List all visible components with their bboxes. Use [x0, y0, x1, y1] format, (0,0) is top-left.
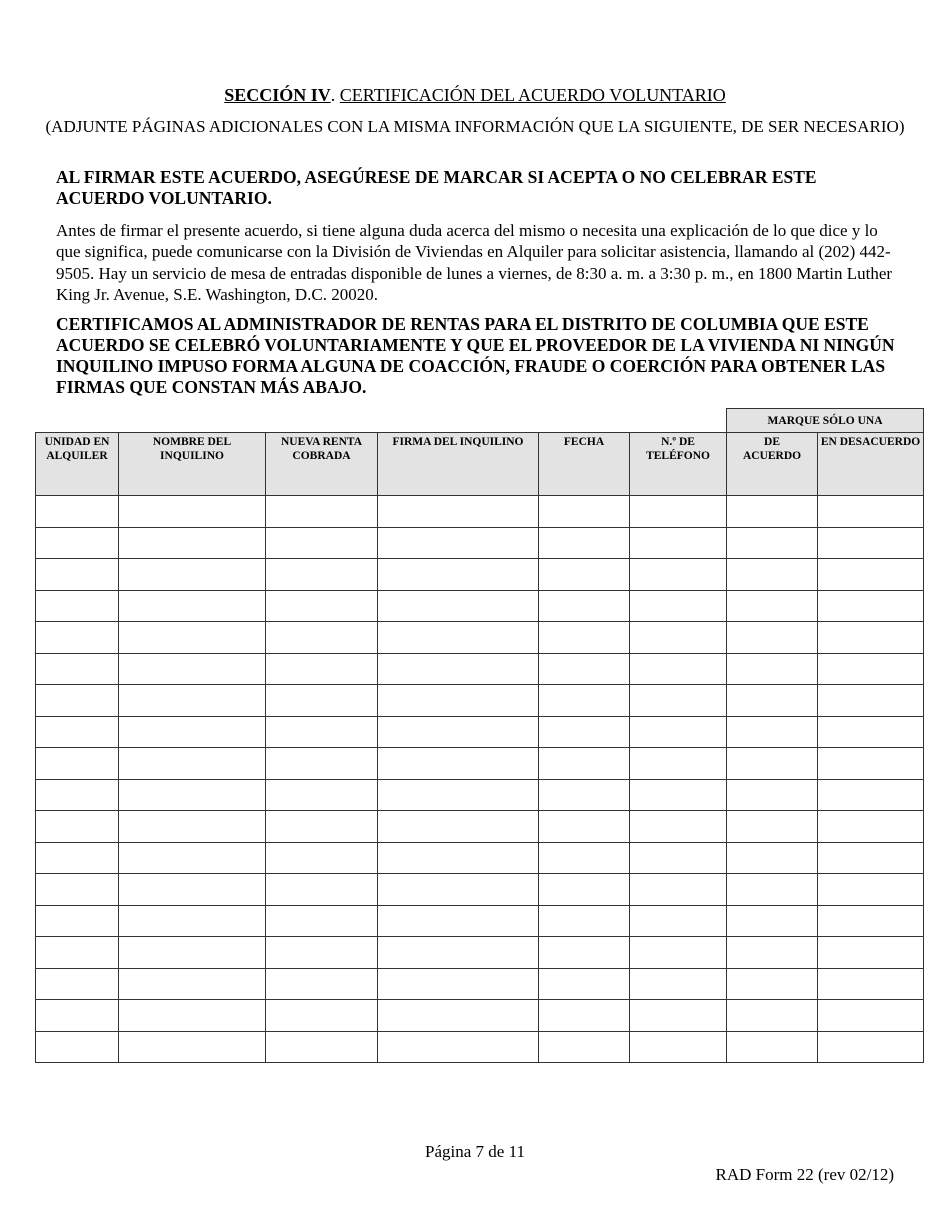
date-cell[interactable] [539, 748, 630, 780]
new-rent-cell[interactable] [266, 937, 378, 969]
phone-cell[interactable] [630, 968, 727, 1000]
new-rent-cell[interactable] [266, 527, 378, 559]
tenant-signature-table [35, 408, 924, 1063]
signature-cell[interactable] [378, 905, 539, 937]
agree-cell[interactable] [727, 1031, 818, 1063]
form-identifier: RAD Form 22 (rev 02/12) [715, 1165, 894, 1184]
disagree-cell[interactable] [818, 968, 924, 1000]
signing-notice: AL FIRMAR ESTE ACUERDO, ASEGÚRESE DE MARCAR SI ACEPTA O NO CELEBRAR ESTE ACUERDO VOLUNTARIO. [56, 167, 817, 208]
unit-cell[interactable] [36, 590, 119, 622]
tenant-name-cell[interactable] [119, 1031, 266, 1063]
phone-cell[interactable] [630, 496, 727, 528]
agree-cell[interactable] [727, 874, 818, 906]
disagree-cell[interactable] [818, 559, 924, 591]
new-rent-cell[interactable] [266, 1000, 378, 1032]
unit-cell[interactable] [36, 1031, 119, 1063]
col-tenant-name: NOMBRE DEL INQUILINO [119, 433, 266, 496]
disagree-cell[interactable] [818, 653, 924, 685]
table-header-row [36, 433, 924, 496]
phone-cell[interactable] [630, 905, 727, 937]
tenant-name-cell[interactable] [119, 653, 266, 685]
new-rent-cell[interactable] [266, 874, 378, 906]
section-title [0, 84, 950, 106]
table-row [36, 905, 924, 937]
unit-cell[interactable] [36, 874, 119, 906]
agree-cell[interactable] [727, 842, 818, 874]
signature-cell[interactable] [378, 622, 539, 654]
date-cell[interactable] [539, 622, 630, 654]
phone-cell[interactable] [630, 716, 727, 748]
unit-cell[interactable] [36, 716, 119, 748]
phone-cell[interactable] [630, 590, 727, 622]
phone-cell[interactable] [630, 1031, 727, 1063]
section-heading: CERTIFICACIÓN DEL ACUERDO VOLUNTARIO [339, 85, 726, 105]
unit-cell[interactable] [36, 527, 119, 559]
new-rent-cell[interactable] [266, 748, 378, 780]
agree-cell[interactable] [727, 779, 818, 811]
phone-cell[interactable] [630, 527, 727, 559]
phone-cell[interactable] [630, 1000, 727, 1032]
unit-cell[interactable] [36, 748, 119, 780]
agree-cell[interactable] [727, 811, 818, 843]
new-rent-cell[interactable] [266, 905, 378, 937]
col-signature: FIRMA DEL INQUILINO [378, 433, 539, 496]
signature-cell[interactable] [378, 1000, 539, 1032]
tenant-name-cell[interactable] [119, 527, 266, 559]
instructions-paragraph: Antes de firmar el presente acuerdo, si tiene alguna duda acerca del mismo o necesita una explicación de lo que dice y lo que significa, puede comunicarse con la División de Viviendas en Alquiler para solicitar asistencia, llamando al (202) 442-9505. Hay un servicio de mesa de entradas disponible de lunes a viernes, de 8:30 a. m. a 3:30 p. m., en 1800 Martin Luther King Jr. Avenue, S.E. Washington, D.C. 20020. [56, 221, 893, 304]
table-row [36, 968, 924, 1000]
signature-cell[interactable] [378, 874, 539, 906]
subtitle: (ADJUNTE PÁGINAS ADICIONALES CON LA MISMA INFORMACIÓN QUE LA SIGUIENTE, DE SER NECESARIO) [45, 117, 905, 136]
date-cell[interactable] [539, 968, 630, 1000]
signature-cell[interactable] [378, 842, 539, 874]
tenant-name-cell[interactable] [119, 968, 266, 1000]
agree-cell[interactable] [727, 590, 818, 622]
phone-cell[interactable] [630, 653, 727, 685]
date-cell[interactable] [539, 874, 630, 906]
new-rent-cell[interactable] [266, 779, 378, 811]
signature-cell[interactable] [378, 937, 539, 969]
disagree-cell[interactable] [818, 527, 924, 559]
new-rent-cell[interactable] [266, 842, 378, 874]
agree-cell[interactable] [727, 937, 818, 969]
page-number: Página 7 de 11 [425, 1142, 525, 1161]
phone-cell[interactable] [630, 622, 727, 654]
table-row [36, 1031, 924, 1063]
tenant-name-cell[interactable] [119, 559, 266, 591]
unit-cell[interactable] [36, 968, 119, 1000]
col-new-rent: NUEVA RENTA COBRADA [266, 433, 378, 496]
signature-cell[interactable] [378, 590, 539, 622]
table-row [36, 622, 924, 654]
tenant-name-cell[interactable] [119, 716, 266, 748]
table-row [36, 937, 924, 969]
disagree-cell[interactable] [818, 874, 924, 906]
unit-cell[interactable] [36, 811, 119, 843]
new-rent-cell[interactable] [266, 622, 378, 654]
date-cell[interactable] [539, 1000, 630, 1032]
col-agree: DE ACUERDO [727, 433, 818, 496]
new-rent-cell[interactable] [266, 1031, 378, 1063]
date-cell[interactable] [539, 590, 630, 622]
col-date: FECHA [539, 433, 630, 496]
disagree-cell[interactable] [818, 937, 924, 969]
disagree-cell[interactable] [818, 716, 924, 748]
unit-cell[interactable] [36, 685, 119, 717]
agree-cell[interactable] [727, 1000, 818, 1032]
certification-statement: CERTIFICAMOS AL ADMINISTRADOR DE RENTAS PARA EL DISTRITO DE COLUMBIA QUE ESTE ACUERDO SE CELEBRÓ VOLUNTARIAMENTE Y QUE EL PROVEEDOR DE LA VIVIENDA NI NINGÚN INQUILINO IMPUSO FORMA ALGUNA DE COACCIÓN, FRAUDE O COERCIÓN PARA OBTENER LAS FIRMAS QUE CONSTAN MÁS ABAJO. [56, 314, 895, 397]
date-cell[interactable] [539, 937, 630, 969]
agree-cell[interactable] [727, 968, 818, 1000]
mark-only-one-header: MARQUE SÓLO UNA [727, 409, 924, 433]
date-cell[interactable] [539, 905, 630, 937]
new-rent-cell[interactable] [266, 559, 378, 591]
table-row [36, 653, 924, 685]
table-row [36, 716, 924, 748]
table-spacer [36, 409, 727, 433]
table-row [36, 748, 924, 780]
date-cell[interactable] [539, 1031, 630, 1063]
date-cell[interactable] [539, 653, 630, 685]
agree-cell[interactable] [727, 716, 818, 748]
col-disagree: EN DESACUERDO [818, 433, 924, 496]
phone-cell[interactable] [630, 811, 727, 843]
agree-cell[interactable] [727, 559, 818, 591]
tenant-name-cell[interactable] [119, 905, 266, 937]
tenant-name-cell[interactable] [119, 811, 266, 843]
section-label: SECCIÓN IV [224, 85, 331, 105]
tenant-name-cell[interactable] [119, 622, 266, 654]
phone-cell[interactable] [630, 874, 727, 906]
date-cell[interactable] [539, 779, 630, 811]
signature-cell[interactable] [378, 1031, 539, 1063]
agree-cell[interactable] [727, 622, 818, 654]
signature-cell[interactable] [378, 968, 539, 1000]
date-cell[interactable] [539, 496, 630, 528]
signature-cell[interactable] [378, 527, 539, 559]
disagree-cell[interactable] [818, 811, 924, 843]
agree-cell[interactable] [727, 496, 818, 528]
table-row [36, 842, 924, 874]
disagree-cell[interactable] [818, 590, 924, 622]
table-row [36, 590, 924, 622]
agree-cell[interactable] [727, 685, 818, 717]
signature-cell[interactable] [378, 716, 539, 748]
agree-cell[interactable] [727, 653, 818, 685]
tenant-name-cell[interactable] [119, 496, 266, 528]
disagree-cell[interactable] [818, 842, 924, 874]
table-row [36, 559, 924, 591]
table-row [36, 1000, 924, 1032]
signature-cell[interactable] [378, 496, 539, 528]
phone-cell[interactable] [630, 685, 727, 717]
unit-cell[interactable] [36, 559, 119, 591]
agree-cell[interactable] [727, 905, 818, 937]
tenant-name-cell[interactable] [119, 685, 266, 717]
table-row [36, 496, 924, 528]
date-cell[interactable] [539, 527, 630, 559]
signature-cell[interactable] [378, 811, 539, 843]
tenant-name-cell[interactable] [119, 937, 266, 969]
new-rent-cell[interactable] [266, 590, 378, 622]
signature-cell[interactable] [378, 653, 539, 685]
unit-cell[interactable] [36, 1000, 119, 1032]
new-rent-cell[interactable] [266, 968, 378, 1000]
tenant-name-cell[interactable] [119, 748, 266, 780]
unit-cell[interactable] [36, 496, 119, 528]
tenant-name-cell[interactable] [119, 842, 266, 874]
signature-cell[interactable] [378, 779, 539, 811]
signature-cell[interactable] [378, 685, 539, 717]
unit-cell[interactable] [36, 842, 119, 874]
date-cell[interactable] [539, 559, 630, 591]
unit-cell[interactable] [36, 905, 119, 937]
phone-cell[interactable] [630, 748, 727, 780]
table-row [36, 527, 924, 559]
tenant-name-cell[interactable] [119, 779, 266, 811]
new-rent-cell[interactable] [266, 496, 378, 528]
table-row [36, 811, 924, 843]
table-row [36, 779, 924, 811]
signature-cell[interactable] [378, 559, 539, 591]
new-rent-cell[interactable] [266, 653, 378, 685]
tenant-name-cell[interactable] [119, 1000, 266, 1032]
unit-cell[interactable] [36, 937, 119, 969]
unit-cell[interactable] [36, 622, 119, 654]
table-row [36, 874, 924, 906]
tenant-name-cell[interactable] [119, 874, 266, 906]
disagree-cell[interactable] [818, 1000, 924, 1032]
date-cell[interactable] [539, 842, 630, 874]
disagree-cell[interactable] [818, 622, 924, 654]
agree-cell[interactable] [727, 748, 818, 780]
date-cell[interactable] [539, 811, 630, 843]
unit-cell[interactable] [36, 653, 119, 685]
phone-cell[interactable] [630, 559, 727, 591]
tenant-name-cell[interactable] [119, 590, 266, 622]
phone-cell[interactable] [630, 937, 727, 969]
col-unit: UNIDAD EN ALQUILER [36, 433, 119, 496]
col-phone: N.º DE TELÉFONO [630, 433, 727, 496]
date-cell[interactable] [539, 716, 630, 748]
new-rent-cell[interactable] [266, 811, 378, 843]
disagree-cell[interactable] [818, 779, 924, 811]
date-cell[interactable] [539, 685, 630, 717]
phone-cell[interactable] [630, 779, 727, 811]
table-body [36, 496, 924, 1063]
table-row [36, 685, 924, 717]
new-rent-cell[interactable] [266, 685, 378, 717]
signature-cell[interactable] [378, 748, 539, 780]
agree-cell[interactable] [727, 527, 818, 559]
new-rent-cell[interactable] [266, 716, 378, 748]
disagree-cell[interactable] [818, 748, 924, 780]
unit-cell[interactable] [36, 779, 119, 811]
disagree-cell[interactable] [818, 1031, 924, 1063]
disagree-cell[interactable] [818, 685, 924, 717]
disagree-cell[interactable] [818, 905, 924, 937]
title-separator: . [330, 85, 340, 105]
disagree-cell[interactable] [818, 496, 924, 528]
phone-cell[interactable] [630, 842, 727, 874]
